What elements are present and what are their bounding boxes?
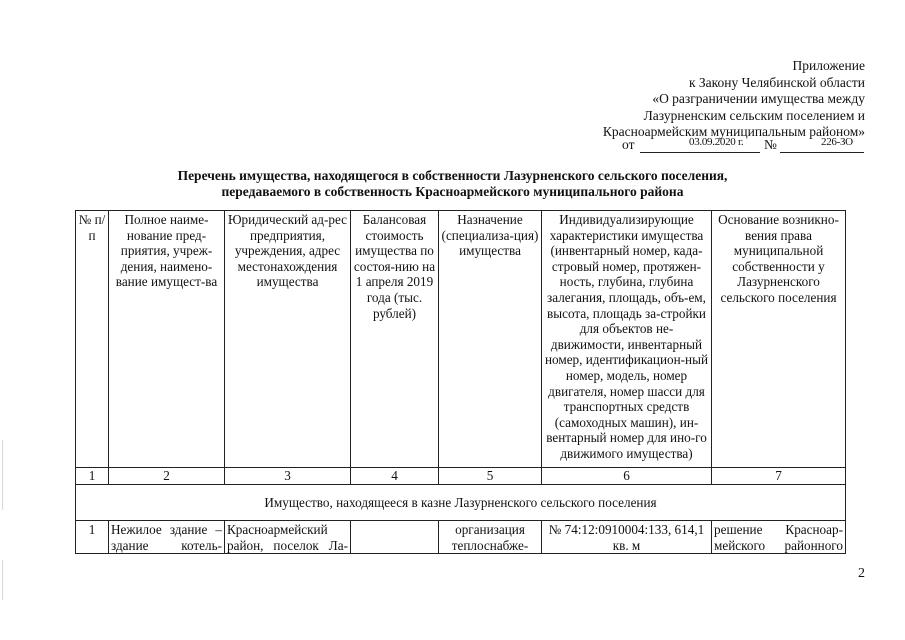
column-number-row (76, 468, 846, 485)
law-date: 03.09.2020 г. (689, 136, 744, 148)
ownership-basis: решение Красноар-мейского районного (712, 521, 846, 554)
header-cell: Назначение (специализа-ция) имущества (439, 211, 542, 468)
appendix-line: «О разграничении имущества между (652, 91, 865, 107)
header-cell: Балансовая стоимость имущества по состоя-нию на 1 апреля 2019 года (тыс. рублей) (351, 211, 439, 468)
from-label: от (622, 137, 635, 152)
document-title (0, 168, 905, 200)
property-purpose: организация теплоснабже- (439, 521, 542, 554)
property-table (75, 210, 846, 554)
appendix-block (603, 58, 865, 141)
header-cell: Полное наиме-нование пред-приятия, учреж-дения, наимено-вание имущест-ва (109, 211, 225, 468)
header-cell: Основание возникно-вения права муниципальной собственности у Лазурненского сельского поселения (712, 211, 846, 468)
appendix-line: к Закону Челябинской области (688, 74, 865, 90)
column-number: 3 (225, 468, 351, 485)
header-cell: Индивидуализирующие характеристики имущества (инвентарный номер, када-стровый номер, протяжен-ность, глубина, глубина залегания, площадь, объ-ем, высота, площадь за-стройки для объектов не-движимости, инвентарный номер, идентификацион-ный номер, модель, номер двигателя, номер шасси для транспортных средств (самоходных машин), ин-вентарный номер для ино-го движимого имущества) (542, 211, 712, 468)
document-title-line: передаваемого в собственность Красноармейского муниципального района (221, 184, 684, 199)
table-header-row (76, 211, 846, 468)
header-cell: № п/п (76, 211, 109, 468)
column-number: 6 (542, 468, 712, 485)
column-number: 7 (712, 468, 846, 485)
law-number: 226-ЗО (821, 136, 853, 148)
balance-value (351, 521, 439, 554)
number-underline (780, 152, 864, 153)
property-name: Нежилое здание – здание котель- (109, 521, 225, 554)
column-number: 4 (351, 468, 439, 485)
column-number: 1 (76, 468, 109, 485)
number-label: № (764, 137, 777, 152)
scan-edge-mark (2, 560, 3, 600)
appendix-line: Лазурненским сельским поселением и (643, 107, 865, 123)
column-number: 5 (439, 468, 542, 485)
section-row (76, 485, 846, 521)
table-row (76, 521, 846, 554)
scan-edge-mark (2, 440, 3, 510)
page-number: 2 (858, 566, 865, 581)
appendix-line: Приложение (792, 58, 865, 73)
property-address: Красноармейский район, поселок Ла- (225, 521, 351, 554)
property-characteristics: № 74:12:0910004:133, 614,1 кв. м (542, 521, 712, 554)
date-underline (640, 152, 760, 153)
column-number: 2 (109, 468, 225, 485)
appendix-line: Красноармейским муниципальным районом» (602, 124, 865, 140)
header-cell: Юридический ад-рес предприятия, учреждения, адрес местонахождения имущества (225, 211, 351, 468)
section-title: Имущество, находящееся в казне Лазурненского сельского поселения (76, 485, 846, 521)
row-number: 1 (76, 521, 109, 554)
document-title-line: Перечень имущества, находящегося в собственности Лазурненского сельского поселения, (177, 168, 728, 183)
